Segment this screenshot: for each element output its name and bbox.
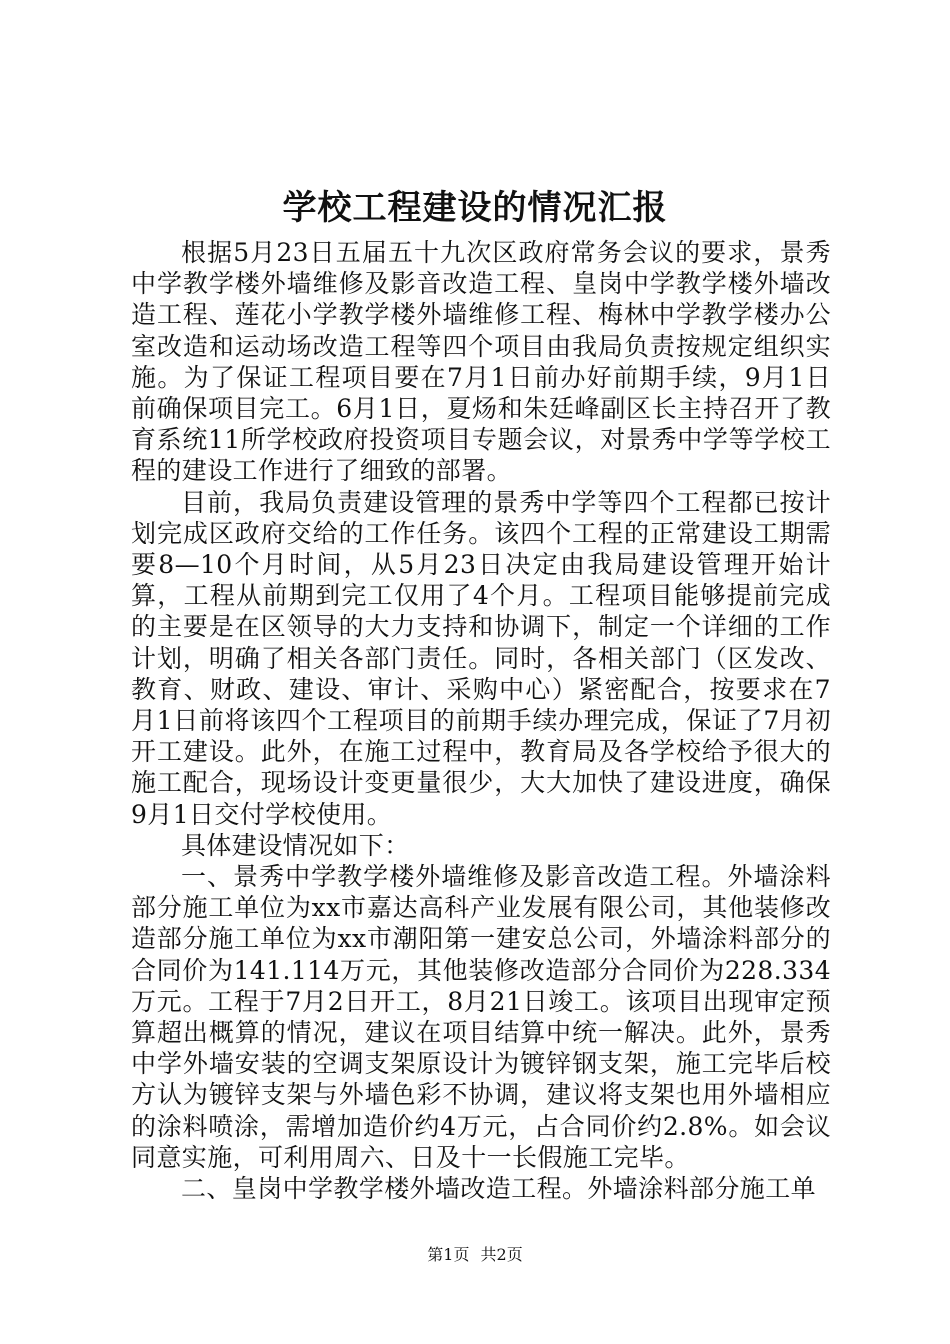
document-title: 学校工程建设的情况汇报: [282, 188, 668, 228]
paragraph: 二、皇岗中学教学楼外墙改造工程。外墙涂料部分施工单: [181, 1174, 817, 1204]
page-total: 共2页: [480, 1245, 523, 1264]
paragraph: 具体建设情况如下：: [181, 830, 410, 860]
page-number: 第1页: [427, 1245, 470, 1264]
paragraph: 目前，我局负责建设管理的景秀中学等四个工程都已按计划完成区政府交给的工作任务。该四个工程的正常建设工期需要8—10个月时间，从5月23日决定由我局建设管理开始计算，工程从前期到完工仅用了4个月。工程项目能够提前完成的主要是在区领导的大力支持和协调下，制定一个详细的工作计划，明确了相关各部门责任。同时，各相关部门（区发改、教育、财政、建设、审计、采购中心）紧密配合，按要求在7月1日前将该四个工程项目的前期手续办理完成，保证了7月初开工建设。此外，在施工过程中，教育局及各学校给予很大的施工配合，现场设计变更量很少，大大加快了建设进度，确保9月1日交付学校使用。: [131, 487, 831, 829]
document-body: [131, 237, 831, 1204]
page-footer: [0, 1244, 950, 1266]
paragraph: 一、景秀中学教学楼外墙维修及影音改造工程。外墙涂料部分施工单位为xx市嘉达高科产业发展有限公司，其他装修改造部分施工单位为xx市潮阳第一建安总公司，外墙涂料部分的合同价为141.114万元，其他装修改造部分合同价为228.334万元。工程于7月2日开工，8月21日竣工。该项目出现审定预算超出概算的情况，建议在项目结算中统一解决。此外，景秀中学外墙安装的空调支架原设计为镀锌钢支架，施工完毕后校方认为镀锌支架与外墙色彩不协调，建议将支架也用外墙相应的涂料喷涂，需增加造价约4万元，占合同价约2.8%。如会议同意实施，可利用周六、日及十一长假施工完毕。: [131, 862, 831, 1172]
paragraph: 根据5月23日五届五十九次区政府常务会议的要求，景秀中学教学楼外墙维修及影音改造工程、皇岗中学教学楼外墙改造工程、莲花小学教学楼外墙维修工程、梅林中学教学楼办公室改造和运动场改造工程等四个项目由我局负责按规定组织实施。为了保证工程项目要在7月1日前办好前期手续，9月1日前确保项目完工。6月1日，夏炀和朱廷峰副区长主持召开了教育系统11所学校政府投资项目专题会议，对景秀中学等学校工程的建设工作进行了细致的部署。: [131, 238, 831, 486]
